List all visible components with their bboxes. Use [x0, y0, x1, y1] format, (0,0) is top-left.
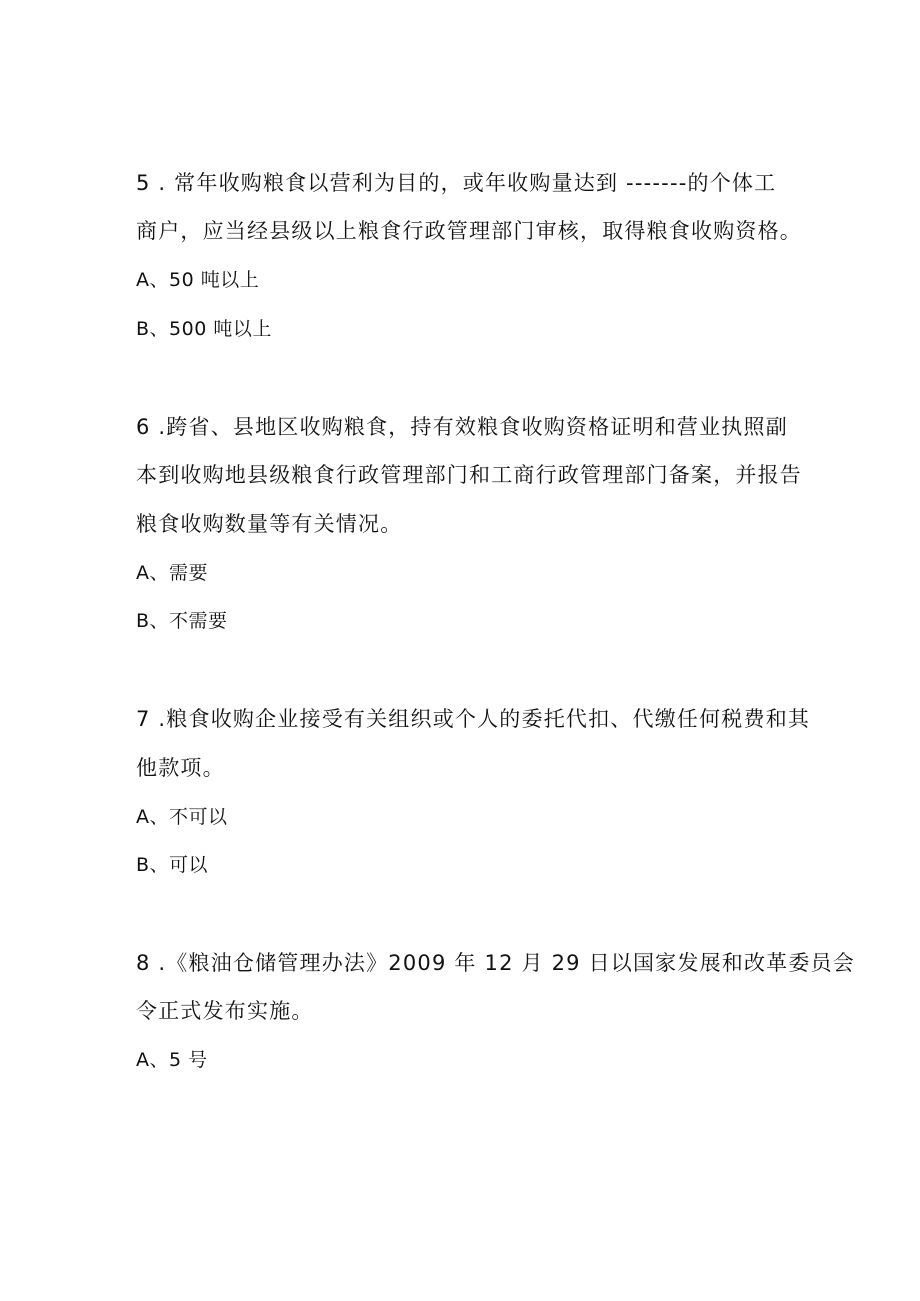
question-5-line-2: 商户，应当经县级以上粮食行政管理部门审核，取得粮食收购资格。	[136, 219, 802, 243]
question-6-option-a: A、需要	[136, 562, 208, 584]
question-7-line-2: 他款项。	[136, 756, 225, 780]
question-7-option-a: A、不可以	[136, 806, 228, 828]
question-5-line-1: 5 . 常年收购粮食以营利为目的，或年收购量达到 -------的个体工	[136, 171, 777, 195]
question-6-option-b: B、不需要	[136, 610, 228, 632]
question-6-line-1: 6 .跨省、县地区收购粮食，持有效粮食收购资格证明和营业执照副	[136, 415, 788, 439]
question-7-line-1: 7 .粮食收购企业接受有关组织或个人的委托代扣、代缴任何税费和其	[136, 707, 811, 731]
question-5-option-a: A、50 吨以上	[136, 269, 260, 291]
question-6-line-2: 本到收购地县级粮食行政管理部门和工商行政管理部门备案，并报告	[136, 463, 802, 487]
question-8-line-2: 令正式发布实施。	[136, 999, 314, 1023]
question-8-option-a: A、5 号	[136, 1049, 208, 1071]
question-7-option-b: B、可以	[136, 854, 209, 876]
question-8-line-1: 8 .《粮油仓储管理办法》2009 年 12 月 29 日以国家发展和改革委员会	[136, 951, 855, 975]
question-6-line-3: 粮食收购数量等有关情况。	[136, 512, 403, 536]
question-5-option-b: B、500 吨以上	[136, 318, 272, 340]
